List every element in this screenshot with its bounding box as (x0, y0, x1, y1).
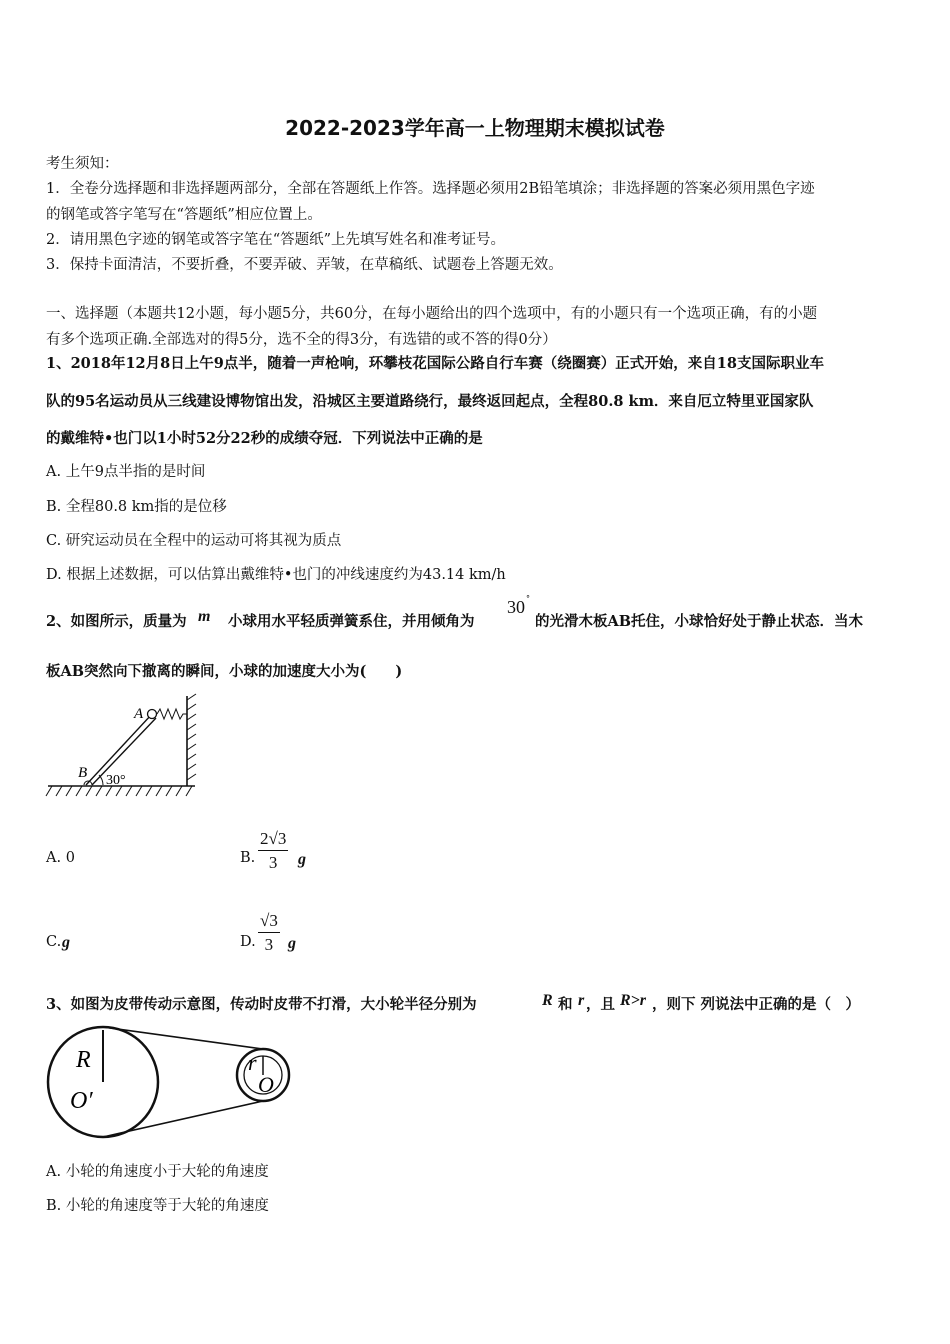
notice-heading: 考生须知： (46, 156, 119, 172)
notice-item: 3．保持卡面清洁，不要折叠，不要弄破、弄皱，在草稿纸、试题卷上答题无效。 (46, 257, 563, 273)
q1-option-a: A. 上午9点半指的是时间 (46, 464, 206, 480)
q3-option-b: B. 小轮的角速度等于大轮的角速度 (46, 1198, 269, 1214)
q2-stem: 的光滑木板AB托住，小球恰好处于静止状态．当木 (535, 613, 864, 630)
q3-option-a: A. 小轮的角速度小于大轮的角速度 (46, 1164, 269, 1180)
notice-item: 的钢笔或答字笔写在“答题纸”相应位置上。 (46, 207, 322, 223)
q1-option-c: C. 研究运动员在全程中的运动可将其视为质点 (46, 533, 342, 549)
q2-option-b-fraction: $\frac{2√3}{3}$ (260, 829, 287, 872)
q3-radius-big: R (542, 992, 553, 1009)
q2-angle: 30 (507, 597, 525, 617)
q3-stem: 3、如图为皮带传动示意图，传动时皮带不打滑，大小轮半径分别为 (46, 996, 477, 1013)
degree-mark: ° (526, 594, 530, 603)
q1-option-d: D. 根据上述数据，可以估算出戴维特•也门的冲线速度约为43.14 km/h (46, 567, 506, 583)
label-small-radius: r (248, 1050, 257, 1075)
q3-stem: ，则下 列说法中正确的是（ ） (652, 996, 861, 1013)
label-small-center: O (258, 1072, 274, 1097)
q1-stem: 队的95名运动员从三线建设博物馆出发，沿城区主要道路绕行，最终返回起点，全程80.8 km．来自厄立特里亚国家队 (46, 393, 814, 410)
gravity-symbol: g (62, 934, 70, 951)
q1-stem: 1、2018年12月8日上午9点半，随着一声枪响，环攀枝花国际公路自行车赛（绕圈赛）正式开始，来自18支国际职业车 (46, 355, 824, 372)
q2-option-c-label: C. (46, 934, 62, 950)
q3-condition: R>r (620, 992, 647, 1009)
label-b: B (78, 765, 88, 781)
section-heading: 有多个选项正确.全部选对的得5分，选不全的得3分，有选错的或不答的得0分） (46, 332, 557, 348)
q3-radius-small: r (578, 992, 585, 1009)
angle-label: 30° (106, 773, 126, 788)
q2-option-d-label: D. (240, 934, 256, 950)
page-title: 2022-2023学年高一上物理期末模拟试卷 (285, 116, 665, 140)
q2-option-b-label: B. (240, 850, 256, 866)
q3-stem: ，且 (586, 996, 615, 1013)
q1-stem: 的戴维特•也门以1小时52分22秒的成绩夺冠．下列说法中正确的是 (46, 430, 483, 447)
notice-item: 1．全卷分选择题和非选择题两部分，全部在答题纸上作答。选择题必须用2B铅笔填涂；非选择题的答案必须用黑色字迹 (46, 181, 815, 197)
notice-item: 2．请用黑色字迹的钢笔或答字笔在“答题纸”上先填写姓名和准考证号。 (46, 232, 506, 248)
q2-option-a: A. 0 (46, 850, 75, 866)
gravity-symbol: g (288, 935, 296, 952)
label-big-center: O′ (70, 1088, 93, 1114)
label-a: A (134, 706, 144, 722)
q2-option-d-fraction: $\frac{√3}{3}$ (260, 911, 278, 954)
q1-option-b: B. 全程80.8 km指的是位移 (46, 499, 227, 515)
q2-stem: 板AB突然向下撤离的瞬间，小球的加速度大小为( ) (46, 663, 403, 680)
label-big-radius: R (76, 1047, 91, 1073)
section-heading: 一、选择题（本题共12小题，每小题5分，共60分，在每小题给出的四个选项中，有的小题只有一个选项正确，有的小题 (46, 306, 818, 322)
incline-spring-figure (40, 688, 205, 803)
q2-stem: 小球用水平轻质弹簧系住，并用倾角为 (228, 613, 475, 630)
q3-stem: 和 (558, 996, 573, 1013)
q2-stem: 2、如图所示，质量为 (46, 613, 187, 630)
gravity-symbol: g (298, 851, 306, 868)
belt-drive-figure (44, 1020, 294, 1145)
q2-mass-symbol: m (198, 608, 211, 625)
